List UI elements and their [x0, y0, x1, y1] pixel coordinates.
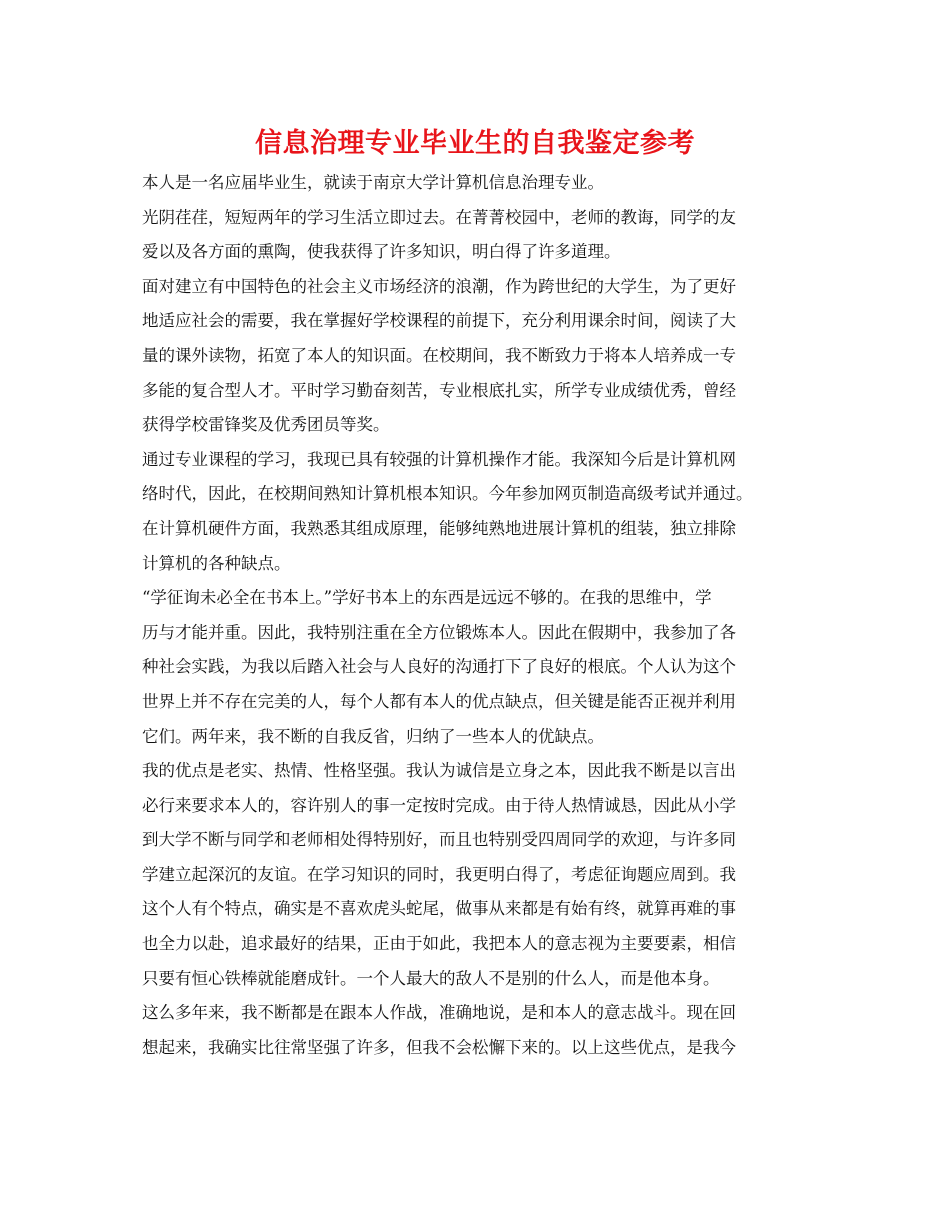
text-line: 地适应社会的需要，我在掌握好学校课程的前提下，充分利用课余时间，阅读了大: [142, 311, 736, 331]
text-line: “学征询未必全在书本上。”学好书本上的东西是远远不够的。在我的思维中，学: [142, 588, 712, 608]
text-line: 世界上并不存在完美的人，每个人都有本人的优点缺点，但关键是能否正视并利用: [142, 691, 736, 711]
text-line: 到大学不断与同学和老师相处得特别好，而且也特别受四周同学的欢迎，与许多同: [142, 830, 736, 850]
text-line: 本人是一名应届毕业生，就读于南京大学计算机信息治理专业。: [142, 173, 604, 192]
text-line: 我的优点是老实、热情、性格坚强。我认为诚信是立身之本，因此我不断是以言出: [142, 761, 736, 781]
text-line: 光阴荏荏，短短两年的学习生活立即过去。在菁菁校园中，老师的教诲，同学的友: [142, 207, 736, 227]
text-line: 爱以及各方面的熏陶，使我获得了许多知识，明白得了许多道理。: [142, 242, 621, 262]
text-line: 学建立起深沉的友谊。在学习知识的同时，我更明白得了，考虑征询题应周到。我: [142, 864, 736, 884]
page-title: 信息治理专业毕业生的自我鉴定参考: [255, 128, 695, 159]
text-line: 它们。两年来，我不断的自我反省，归纳了一些本人的优缺点。: [142, 726, 604, 746]
text-line: 络时代，因此，在校期间熟知计算机根本知识。今年参加网页制造高级考试并通过。: [142, 484, 753, 504]
text-line: 必行来要求本人的，容许别人的事一定按时完成。由于待人热情诚恳，因此从小学: [142, 795, 736, 815]
text-line: 只要有恒心铁棒就能磨成针。一个人最大的敌人不是别的什么人，而是他本身。: [142, 968, 720, 988]
text-line: 这么多年来，我不断都是在跟本人作战，准确地说，是和本人的意志战斗。现在回: [142, 1003, 736, 1023]
text-line: 计算机的各种缺点。: [142, 553, 291, 573]
text-line: 面对建立有中国特色的社会主义市场经济的浪潮，作为跨世纪的大学生，为了更好: [142, 276, 736, 296]
text-line: 通过专业课程的学习，我现已具有较强的计算机操作才能。我深知今后是计算机网: [142, 449, 736, 469]
text-line: 种社会实践，为我以后踏入社会与人良好的沟通打下了良好的根底。个人认为这个: [142, 657, 736, 677]
text-line: 想起来，我确实比往常坚强了许多，但我不会松懈下来的。以上这些优点，是我今: [142, 1037, 736, 1057]
text-line: 这个人有个特点，确实是不喜欢虎头蛇尾，做事从来都是有始有终，就算再难的事: [142, 899, 736, 919]
text-line: 历与才能并重。因此，我特别注重在全方位锻炼本人。因此在假期中，我参加了各: [142, 622, 736, 642]
text-line: 多能的复合型人才。平时学习勤奋刻苦，专业根底扎实，所学专业成绩优秀，曾经: [142, 380, 736, 400]
document-body: [142, 166, 828, 1065]
text-line: 在计算机硬件方面，我熟悉其组成原理，能够纯熟地进展计算机的组装，独立排除: [142, 518, 736, 538]
text-line: 量的课外读物，拓宽了本人的知识面。在校期间，我不断致力于将本人培养成一专: [142, 345, 736, 365]
text-line: 获得学校雷锋奖及优秀团员等奖。: [142, 415, 390, 435]
text-line: 也全力以赴，追求最好的结果，正由于如此，我把本人的意志视为主要要素，相信: [142, 934, 736, 954]
